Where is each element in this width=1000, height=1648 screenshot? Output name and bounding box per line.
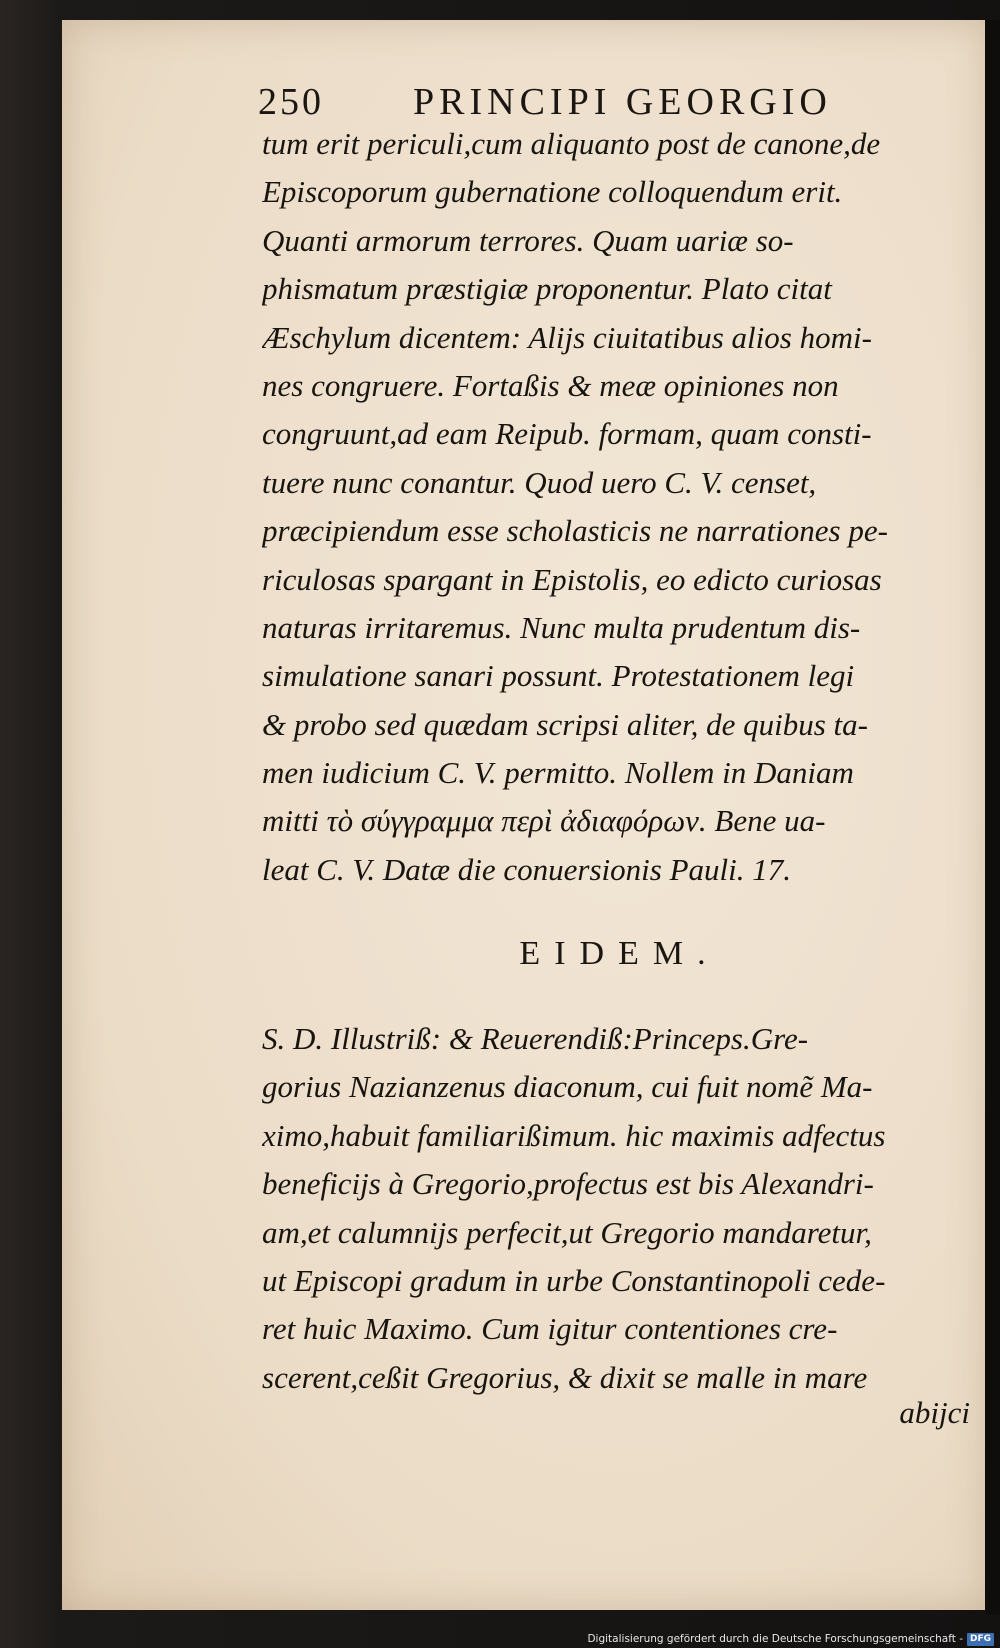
text-line: ut Episcopi gradum in urbe Constantinopoli cede- [262, 1262, 886, 1298]
text-line: men iudicium C. V. permitto. Nollem in Daniam [262, 755, 854, 791]
text-line: S. D. Illustriß: & Reuerendiß:Princeps.Gre- [262, 1021, 809, 1056]
text-line: nes congruere. Fortaßis & meæ opiniones non [262, 367, 839, 403]
section-title: EIDEM. [519, 935, 720, 972]
letter-text-block-1 [262, 120, 977, 894]
dfg-logo-icon: DFG [967, 1633, 994, 1646]
text-line: riculosas spargant in Epistolis, eo edicto curiosas [262, 561, 882, 597]
page-edge-shadow [985, 20, 1000, 1615]
text-line: am,et calumnijs perfecit,ut Gregorio mandaretur, [262, 1214, 872, 1250]
text-line: gorius Nazianzenus diaconum, cui fuit nomẽ Ma- [262, 1069, 873, 1105]
text-line: ret huic Maximo. Cum igitur contentiones cre- [262, 1311, 838, 1347]
text-line: & probo sed quædam scripsi aliter, de quibus ta- [262, 706, 868, 742]
text-line: præcipiendum esse scholasticis ne narrationes pe- [262, 513, 888, 549]
text-line: naturas irritaremus. Nunc multa prudentum dis- [262, 609, 861, 645]
text-line: Æschylum dicentem: Alijs ciuitatibus alios homi- [262, 319, 872, 355]
text-line: leat C. V. Datæ die conuersionis Pauli. 17. [262, 851, 791, 887]
text-line: congruunt,ad eam Reipub. formam, quam consti- [262, 416, 872, 452]
letter-text-block-2 [262, 1015, 977, 1402]
running-title: PRINCIPI GEORGIO [413, 81, 832, 123]
text-line: Quanti armorum terrores. Quam uariæ so- [262, 222, 794, 258]
text-line: beneficijs à Gregorio,profectus est bis Alexandri- [262, 1166, 874, 1202]
text-line: phismatum præstigiæ proponentur. Plato citat [262, 271, 832, 307]
text-line: simulatione sanari possunt. Protestationem legi [262, 658, 855, 694]
text-line: scerent,ceßit Gregorius, & dixit se malle in mare [262, 1359, 868, 1395]
text-line: tum erit periculi,cum aliquanto post de canone,de [262, 126, 881, 161]
text-line: Episcoporum gubernatione colloquendum erit. [262, 174, 843, 210]
catchword: abijci [899, 1395, 970, 1430]
credit-text: Digitalisierung gefördert durch die Deutsche Forschungsgemeinschaft - [587, 1633, 963, 1645]
digitization-credit [587, 1630, 994, 1648]
text-line: mitti τὸ σύγγραμμα περὶ ἀδιαφόρων. Bene ua- [262, 803, 826, 839]
text-line: tuere nunc conantur. Quod uero C. V. censet, [262, 464, 817, 500]
page-number: 250 [258, 81, 324, 123]
text-line: ximo,habuit familiarißimum. hic maximis adfectus [262, 1117, 886, 1153]
